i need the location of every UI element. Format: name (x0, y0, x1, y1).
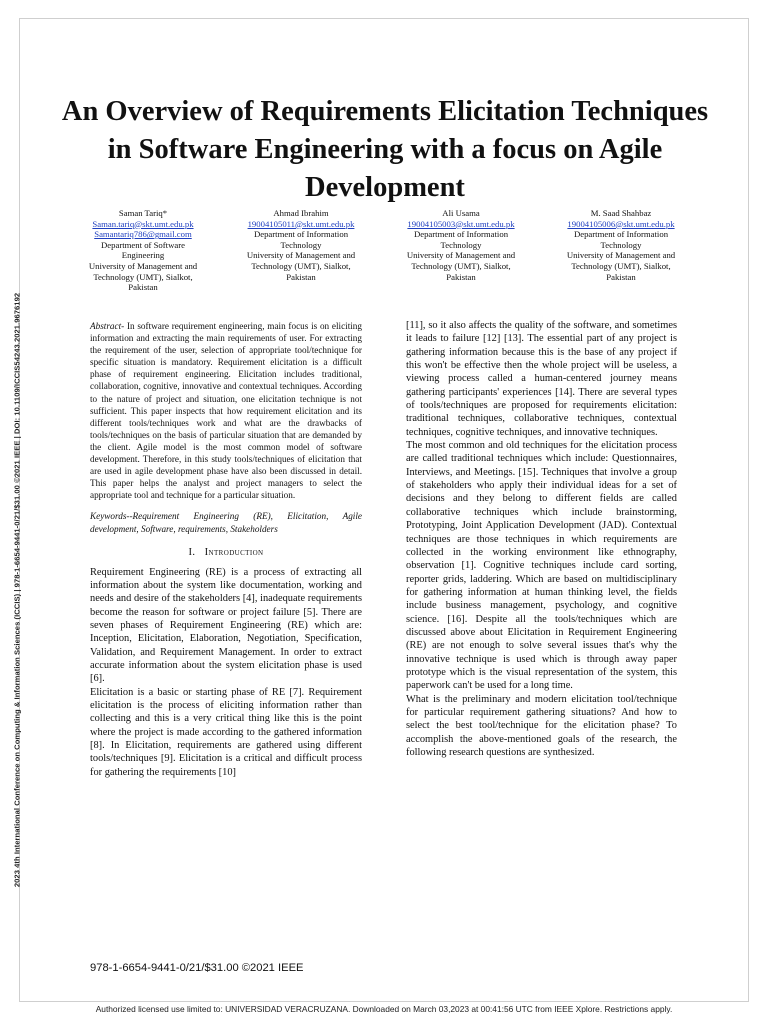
author-affiliation-line: Pakistan (446, 271, 476, 282)
author-2 (230, 208, 372, 282)
author-affiliation-line: Technology (UMT), Sialkot, (411, 260, 511, 271)
author-affiliation-line: Pakistan (128, 282, 158, 293)
author-name: Ahmad Ibrahim (273, 208, 329, 218)
body-paragraph: [11], so it also affects the quality of the software, and sometimes it leads to failure [12] [13]. The essential part of any project is gathering information because this is the base of any project if this won't be effective then the whole project will be useless, a viewing process called a human-centered journey means gathering participants' experiences [14]. There are several types of tools/techniques are proposed for requirements elicitation: traditional techniques, collaborative techniques, contextual techniques, cognitive techniques, and innovative techniques. (406, 320, 677, 438)
author-affiliation-line: University of Management and (406, 250, 516, 261)
author-affiliation-line: Department of Information (573, 229, 669, 240)
author-affiliation-line: University of Management and (246, 250, 356, 261)
author-email-link[interactable]: Saman.tariq@skt.umt.edu.pk (92, 218, 194, 229)
author-affiliation-line: Technology (UMT), Sialkot, (93, 271, 193, 282)
author-email-link[interactable]: 19004105003@skt.umt.edu.pk (407, 218, 515, 229)
body-paragraph: What is the preliminary and modern elicitation tool/technique for particular requirement gathering situations? And how to select the best tool/technique for the elicitation phase? To accomplish the above-mentioned goals of the research, the following research questions are synthesized. (406, 693, 677, 758)
left-column (90, 320, 362, 779)
author-affiliation-line: Pakistan (286, 271, 316, 282)
body-paragraph: The most common and old techniques for the elicitation process are called traditional techniques which include: Questionnaires, Interviews, and Meetings. [15]. Techniques that involve a group of stakeholders who apply their individual ideas for a set of decisions and they belong to different fields are called collaborative techniques which include brainstorming, Prototyping, Joint Application Development (JAD). Contextual techniques are those techniques in which requirements are collected in the working environment like ethnography, observation [1]. Cognitive techniques include card sorting, reporter grids, laddering. Which are based on multidisciplinary for gathering information at human thinking level, the fields include business management, psychology, and cognitive science. [16]. Despite all the tools/techniques which are discussed above about Elicitation in Requirement Engineering (RE) are not enough to solve several issues that's why the innovative technique is used which is through away paper prototype which is the visual representation of the system, this paperwork can't be used for a long time. (406, 440, 677, 692)
author-name: Ali Usama (442, 208, 480, 218)
section-number: I. (188, 546, 196, 558)
author-email-link[interactable]: 19004105006@skt.umt.edu.pk (567, 218, 675, 229)
author-name: Saman Tariq* (118, 208, 168, 218)
author-affiliation-line: Pakistan (606, 271, 636, 282)
abstract (90, 320, 362, 501)
author-affiliation-line: Department of Information (413, 229, 509, 240)
author-affiliation-line: Technology (600, 239, 642, 250)
section-title: Introduction (204, 546, 264, 558)
abstract-text: In software requirement engineering, main focus is on eliciting information and extracting the main requirements of user. For extracting the requirement of the user, selection of appropriate tool/technique for specific situation is mandatory. Requirement elicitation is a difficult phase of requirement engineering. Elicitation includes traditional, collaboration, cognitive, innovative and contextual techniques. According to the nature of project and situation, one elicitation technique is not sufficient. This paper inspects that how requirement elicitation and its different tools/techniques work and what are the drawbacks of tools/techniques on the basis of particular situation that are demanded by the client. Agile model is the most common model of software development. Therefore, in this study tools/techniques of elicitation that are used in agile development phase have also been discussed in detail. This paper helps the analyst and project managers to select the appropriate tool and technique for a particular situation. (90, 321, 362, 501)
author-email-link[interactable]: 19004105011@skt.umt.edu.pk (247, 218, 355, 229)
body-paragraph: Elicitation is a basic or starting phase of RE [7]. Requirement elicitation is the process of eliciting information rather than collecting and this is a very critical thing like this is the point where the project is made according to the gathered information [8]. In Elicitation, requirements are gathered using different tools/techniques [9]. Elicitation is a critical and difficult process for gathering the requirements [10] (90, 686, 362, 778)
author-1 (72, 208, 214, 293)
author-name: M. Saad Shahbaz (590, 208, 652, 218)
keywords: Keywords--Requirement Engineering (RE), Elicitation, Agile development, Software, requirements, Stakeholders (90, 511, 362, 534)
section-heading (90, 547, 362, 558)
author-affiliation-line: Engineering (121, 250, 165, 261)
author-affiliation-line: Technology (UMT), Sialkot, (251, 260, 351, 271)
author-affiliation-line: Technology (440, 239, 482, 250)
footer-isbn: 978-1-6654-9441-0/21/$31.00 ©2021 IEEE (90, 962, 304, 974)
paper-title: An Overview of Requirements Elicitation Techniques in Software Engineering with a focus on Agile Development (61, 96, 709, 203)
author-affiliation-line: University of Management and (566, 250, 676, 261)
author-affiliation-line: Technology (UMT), Sialkot, (571, 260, 671, 271)
author-affiliation-line: Department of Software (101, 239, 185, 250)
author-email-link[interactable]: Samantariq786@gmail.com (94, 229, 192, 240)
author-affiliation-line: Department of Information (253, 229, 349, 240)
abstract-label: Abstract- (90, 321, 125, 331)
right-column (406, 319, 677, 759)
author-3 (390, 208, 532, 282)
body-paragraph: Requirement Engineering (RE) is a process of extracting all information about the system like documentation, working and needs and desire of the stakeholders [4], inadequate requirements become the reason for software or project failure [5]. There are seven phases of Requirement Engineering (RE) which are: Inception, Elicitation, Elaboration, Negotiation, Specification, Validation, and Requirement Management. In order to extract accurate information about the system elicitation phase is used [6]. (90, 566, 362, 685)
author-affiliation-line: Technology (280, 239, 322, 250)
side-banner-text: 2023 4th International Conference on Computing & Information Sciences (ICCIS) | 978-1-6654-9441-0/21/$31.00 ©2021 IEEE | DOI: 10.1109/ICCIS54243.2021.9676192 (12, 292, 22, 888)
author-block (72, 208, 697, 308)
license-notice: Authorized licensed use limited to: UNIVERSIDAD VERACRUZANA. Downloaded on March 03,2023 at 00:41:56 UTC from IEEE Xplore. Restrictions apply. (95, 1004, 673, 1014)
author-affiliation-line: University of Management and (88, 260, 198, 271)
side-banner (0, 240, 36, 940)
author-4 (550, 208, 692, 282)
